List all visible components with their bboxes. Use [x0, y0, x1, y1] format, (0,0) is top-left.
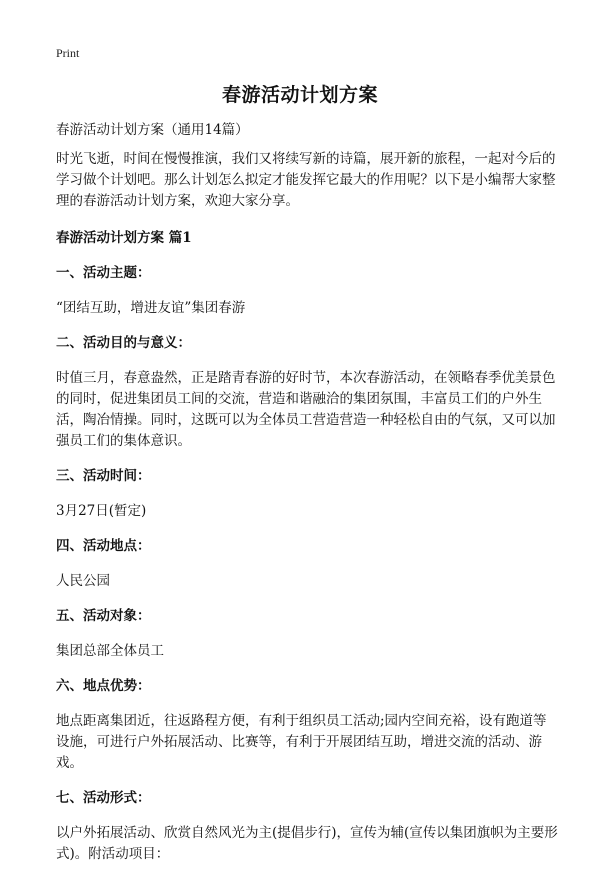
section-body-advantages: 地点距离集团近，往返路程方便，有利于组织员工活动;园内空间充裕，设有跑道等设施，可进行户外拓展活动、比赛等，有利于开展团结互助，增进交流的活动、游戏。	[56, 713, 547, 771]
print-link[interactable]: Print	[56, 46, 80, 60]
article-heading: 春游活动计划方案 篇1	[56, 230, 192, 246]
document-body	[56, 120, 558, 879]
section-body-purpose: 时值三月，春意盎然，正是踏青春游的好时节，本次春游活动，在领略春季优美景色的同时，促进集团员工间的交流，营造和谐融洽的集团氛围，丰富员工们的户外生活，陶冶情操。同时，这既可以为全体员工营造营造一种轻松自由的气氛，又可以加强员工们的集体意识。	[56, 370, 556, 449]
section-body-location: 人民公园	[56, 573, 110, 589]
intro-paragraph: 时光飞逝，时间在慢慢推演，我们又将续写新的诗篇，展开新的旅程，一起对今后的学习做个计划吧。那么计划怎么拟定才能发挥它最大的作用呢？以下是小编帮大家整理的春游活动计划方案，欢迎大家分享。	[56, 151, 556, 209]
section-heading-purpose: 二、活动目的与意义：	[56, 335, 191, 351]
section-heading-advantages: 六、地点优势：	[56, 678, 151, 694]
section-heading-participants: 五、活动对象：	[56, 608, 151, 624]
document-title: 春游活动计划方案	[221, 84, 378, 106]
section-heading-location: 四、活动地点：	[56, 538, 151, 554]
section-body-format: 以户外拓展活动、欣赏自然风光为主(提倡步行)，宣传为辅(宣传以集团旗帜为主要形式)。附活动项目：	[56, 825, 558, 862]
section-body-time: 3月27日(暂定)	[56, 503, 147, 519]
section-body-theme: “团结互助，增进友谊”集团春游	[56, 300, 246, 316]
section-heading-theme: 一、活动主题：	[56, 265, 151, 281]
document-subtitle: 春游活动计划方案（通用14篇）	[56, 122, 249, 138]
section-heading-format: 七、活动形式：	[56, 790, 151, 806]
section-heading-time: 三、活动时间：	[56, 468, 151, 484]
section-body-participants: 集团总部全体员工	[56, 643, 164, 659]
